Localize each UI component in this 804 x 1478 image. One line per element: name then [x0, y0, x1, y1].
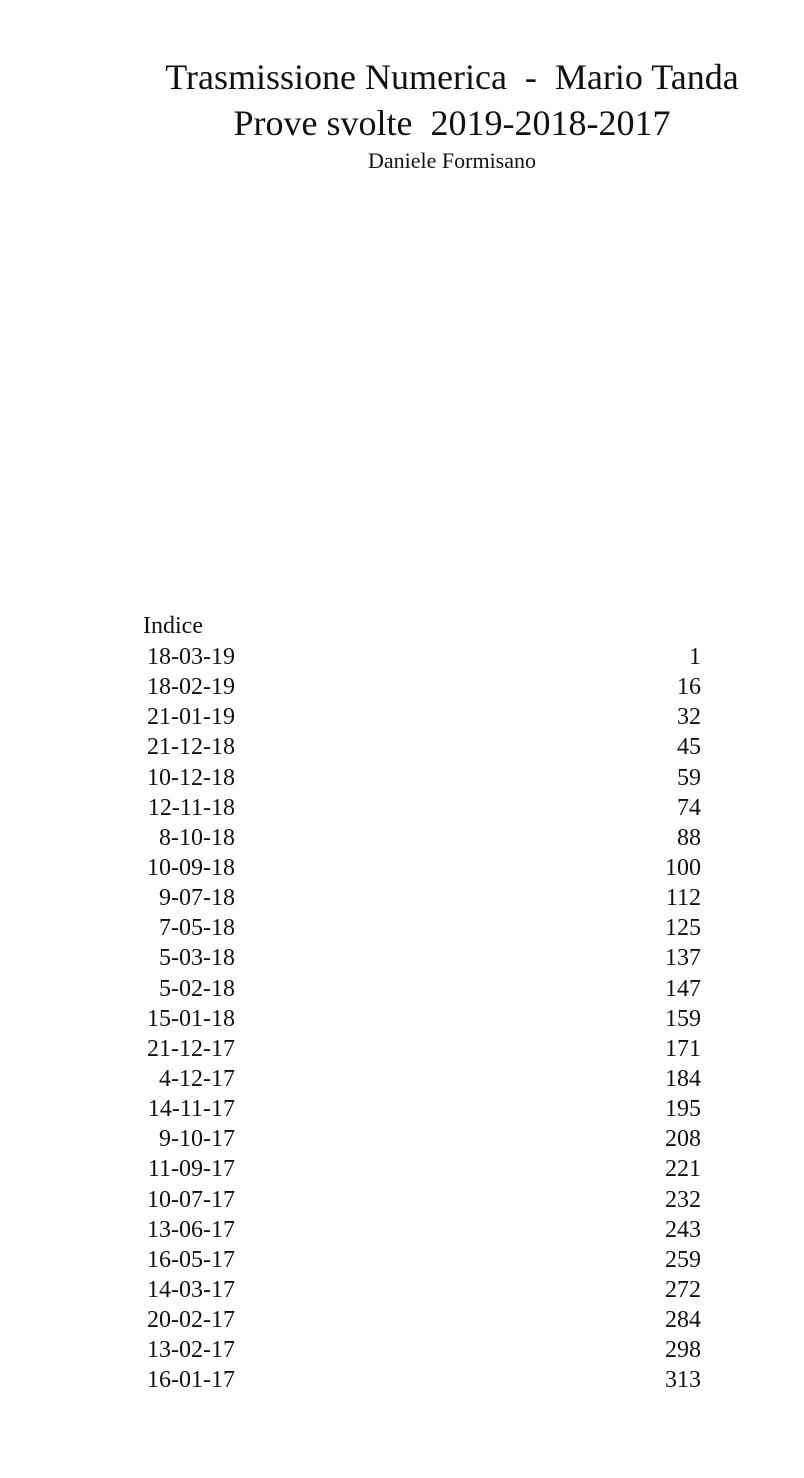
index-row-page: 1 [689, 644, 701, 670]
index-row-date: 5-03-18 [159, 945, 235, 972]
index-row-date: 21-12-17 [147, 1035, 235, 1062]
index-row [143, 1305, 701, 1335]
index-row-date: 15-01-18 [147, 1005, 235, 1032]
index-row [143, 943, 701, 973]
index-row-date: 9-07-18 [159, 885, 235, 912]
index-row-date: 4-12-17 [159, 1065, 235, 1092]
index-row [143, 793, 701, 823]
index-row [143, 642, 701, 672]
index-row-date: 5-02-18 [159, 975, 235, 1002]
title-block [100, 54, 804, 176]
index-row-date: 16-05-17 [147, 1246, 235, 1273]
index-row-date: 10-12-18 [147, 764, 235, 791]
index-row-date: 21-12-18 [147, 734, 235, 761]
index-rows [143, 642, 701, 1396]
index-row-page: 259 [665, 1246, 701, 1273]
index-row-page: 88 [677, 824, 701, 851]
index-row [143, 1245, 701, 1275]
index-row [143, 732, 701, 762]
index-row-page: 74 [677, 794, 701, 821]
index-row-date: 12-11-18 [147, 794, 235, 821]
index-row-date: 10-07-17 [147, 1186, 235, 1213]
index-row [143, 883, 701, 913]
index-table [143, 611, 701, 1396]
index-row-page: 272 [665, 1276, 701, 1303]
index-row-page: 45 [677, 734, 701, 761]
index-row [143, 1275, 701, 1305]
index-row-date: 13-06-17 [147, 1216, 235, 1243]
index-row [143, 853, 701, 883]
index-row [143, 672, 701, 702]
index-row [143, 763, 701, 793]
index-row-page: 125 [665, 915, 701, 942]
index-row [143, 1335, 701, 1365]
index-row-date: 14-11-17 [147, 1096, 235, 1123]
index-row-page: 232 [665, 1186, 701, 1213]
index-row-date: 8-10-18 [159, 824, 235, 851]
index-row [143, 1064, 701, 1094]
index-row-page: 16 [677, 674, 701, 701]
index-row [143, 1154, 701, 1184]
index-row-page: 137 [665, 945, 701, 972]
index-row-page: 243 [665, 1216, 701, 1243]
index-row [143, 1004, 701, 1034]
index-row [143, 974, 701, 1004]
index-row-page: 159 [665, 1005, 701, 1032]
index-row-date: 20-02-17 [147, 1307, 235, 1334]
index-row [143, 913, 701, 943]
index-row-page: 112 [665, 885, 701, 912]
document-subtitle: Prove svolte 2019-2018-2017 [233, 103, 671, 143]
index-row-page: 147 [665, 975, 701, 1002]
document-title: Trasmissione Numerica - Mario Tanda [165, 57, 739, 97]
index-row-page: 171 [665, 1035, 701, 1062]
index-row [143, 1124, 701, 1154]
index-row-page: 313 [665, 1367, 701, 1394]
index-row [143, 823, 701, 853]
index-row-page: 32 [677, 704, 701, 731]
index-row-page: 100 [665, 854, 701, 881]
index-row-date: 14-03-17 [147, 1276, 235, 1303]
index-row [143, 1365, 701, 1395]
index-row [143, 702, 701, 732]
index-row-page: 195 [665, 1096, 701, 1123]
index-row [143, 1034, 701, 1064]
index-row [143, 1094, 701, 1124]
index-row-date: 11-09-17 [147, 1156, 235, 1183]
index-row-date: 13-02-17 [147, 1337, 235, 1364]
index-row [143, 1215, 701, 1245]
index-row-date: 18-02-19 [147, 674, 235, 701]
index-row-date: 7-05-18 [159, 915, 235, 942]
index-row [143, 1185, 701, 1215]
document-author: Daniele Formisano [367, 148, 537, 173]
index-row-date: 18-03-19 [147, 644, 235, 670]
index-row-page: 59 [677, 764, 701, 791]
index-row-page: 184 [665, 1065, 701, 1092]
index-heading: Indice [143, 613, 203, 639]
index-row-page: 284 [665, 1307, 701, 1334]
index-row-page: 298 [665, 1337, 701, 1364]
index-row-page: 221 [665, 1156, 701, 1183]
index-row-date: 9-10-17 [159, 1126, 235, 1153]
index-row-date: 21-01-19 [147, 704, 235, 731]
index-row-page: 208 [665, 1126, 701, 1153]
index-row-date: 16-01-17 [147, 1367, 235, 1394]
index-row-date: 10-09-18 [147, 854, 235, 881]
